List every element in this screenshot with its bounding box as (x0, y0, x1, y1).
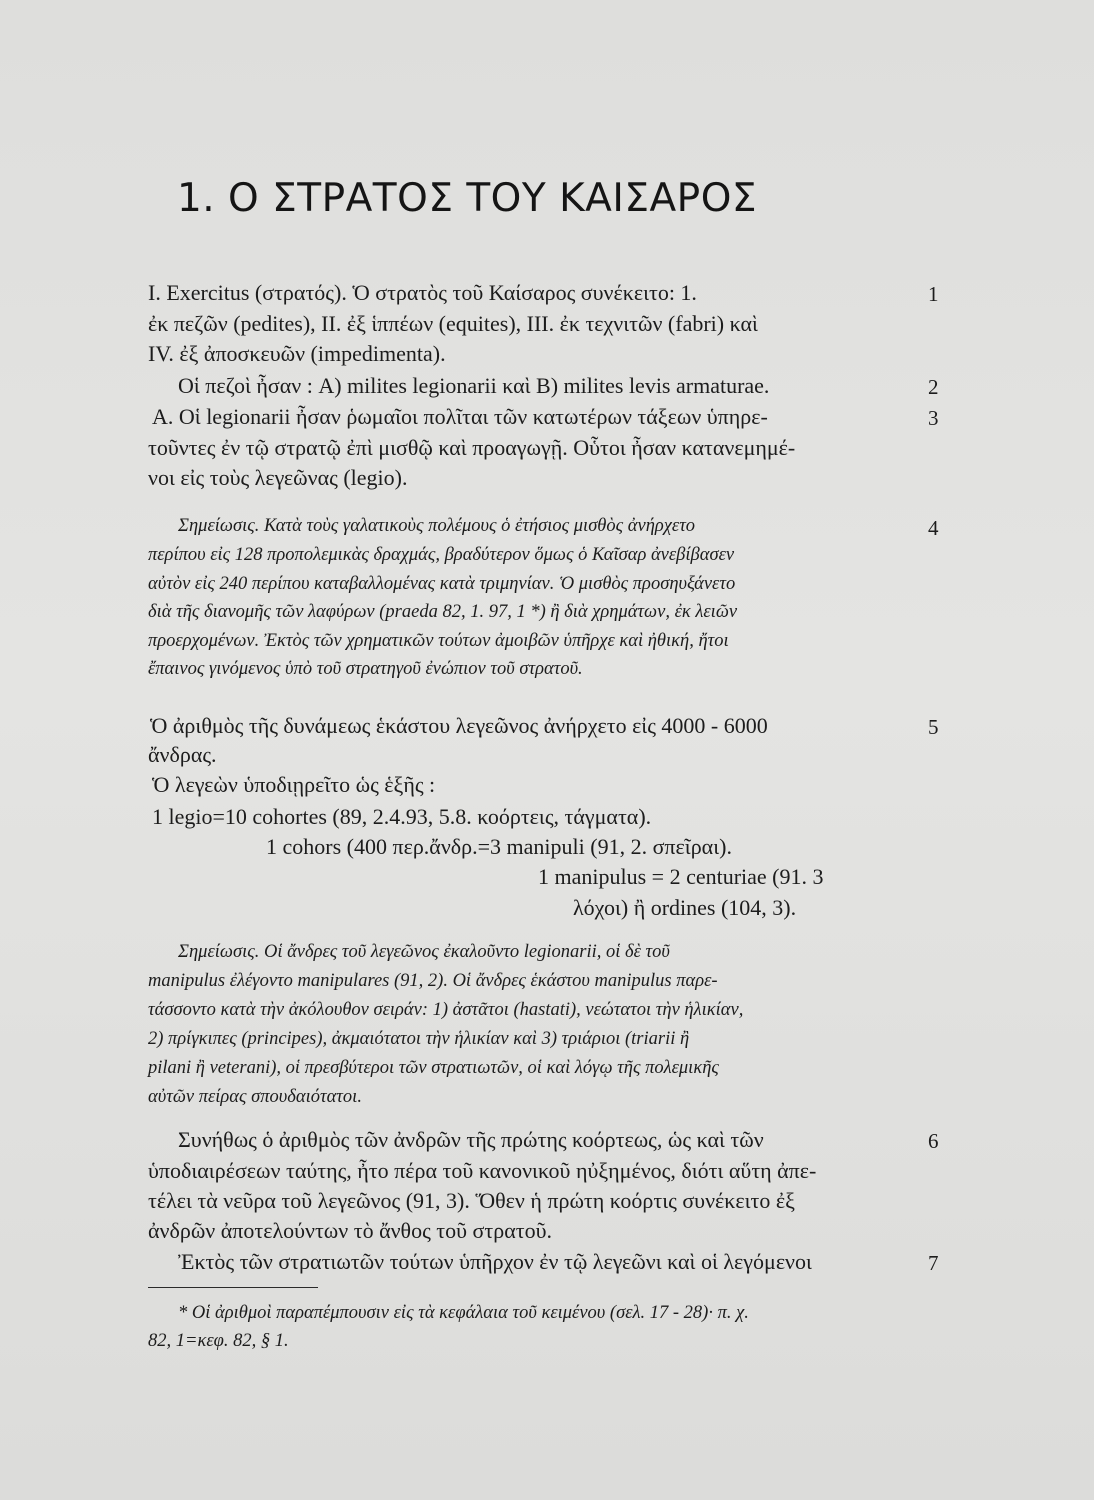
note-line: Σημείωσις. Κατὰ τοὺς γαλατικοὺς πολέμους ὁ ἐτήσιος μισθὸς ἀνήρχετο (178, 516, 696, 536)
note-line: ἔπαινος γινόμενος ὑπὸ τοῦ στρατηγοῦ ἐνώπιον τοῦ στρατοῦ. (148, 659, 583, 679)
note-line: αὐτῶν πείρας σπουδαιότατοι. (148, 1087, 362, 1107)
note-line: περίπου εἰς 128 προπολεμικὰς δραχμάς, βραδύτερον ὅμως ὁ Καῖσαρ ἀνεβίβασεν (148, 545, 735, 565)
note-line: αὐτὸν εἰς 240 περίπου καταβαλλομένας κατὰ τριμηνίαν. Ὁ μισθὸς προσηυξάνετο (148, 574, 736, 594)
margin-number: 4 (928, 516, 939, 540)
chapter-title: 1. Ο ΣΤΡΑΤΟΣ ΤΟΥ ΚΑΙΣΑΡΟΣ (176, 176, 758, 221)
margin-number: 2 (928, 375, 939, 399)
footnote-rule (148, 1287, 318, 1288)
note-line: manipulus ἐλέγοντο manipulares (91, 2). Οἱ ἄνδρες ἑκάστου manipulus παρε- (148, 971, 718, 991)
text-line: Οἱ πεζοὶ ἦσαν : A) milites legionarii καὶ B) milites levis armaturae. (178, 373, 770, 398)
text-line: Συνήθως ὁ ἀριθμὸς τῶν ἀνδρῶν τῆς πρώτης κοόρτεως, ὡς καὶ τῶν (178, 1127, 764, 1152)
text-line: IV. ἐξ ἀποσκευῶν (impedimenta). (148, 341, 446, 366)
text-line: 1 manipulus = 2 centuriae (91. 3 (538, 864, 824, 889)
margin-number: 3 (928, 406, 939, 430)
text-line: Ἐκτὸς τῶν στρατιωτῶν τούτων ὑπῆρχον ἐν τῷ λεγεῶνι καὶ οἱ λεγόμενοι (178, 1249, 812, 1274)
margin-number: 1 (928, 282, 939, 306)
text-line: A. Οἱ legionarii ἦσαν ῥωμαῖοι πολῖται τῶν κατωτέρων τάξεων ὑπηρε- (152, 404, 768, 429)
text-line: 1 legio=10 cohortes (89, 2.4.93, 5.8. κοόρτεις, τάγματα). (152, 804, 652, 829)
text-line: τέλει τὰ νεῦρα τοῦ λεγεῶνος (91, 3). Ὅθεν ἡ πρώτη κοόρτις συνέκειτο ἐξ (148, 1188, 795, 1213)
note-line: Σημείωσις. Οἱ ἄνδρες τοῦ λεγεῶνος ἐκαλοῦντο legionarii, οἱ δὲ τοῦ (178, 942, 670, 962)
note-line: διὰ τῆς διανομῆς τῶν λαφύρων (praeda 82, 1. 97, 1 *) ἢ διὰ χρημάτων, ἐκ λειῶν (148, 602, 738, 622)
text-line: ἀνδρῶν ἀποτελούντων τὸ ἄνθος τοῦ στρατοῦ. (148, 1218, 552, 1243)
text-line: I. Exercitus (στρατός). Ὁ στρατὸς τοῦ Καίσαρος συνέκειτο: 1. (148, 280, 697, 305)
margin-number: 7 (928, 1251, 939, 1275)
text-line: ὑποδιαιρέσεων ταύτης, ἦτο πέρα τοῦ κανονικοῦ ηὐξημένος, διότι αὕτη ἀπε- (148, 1158, 817, 1183)
footnote-line: * Οἱ ἀριθμοὶ παραπέμπουσιν εἰς τὰ κεφάλαια τοῦ κειμένου (σελ. 17 - 28)· π. χ. (178, 1303, 749, 1323)
text-line: λόχοι) ἢ ordines (104, 3). (573, 895, 797, 920)
text-line: τοῦντες ἐν τῷ στρατῷ ἐπὶ μισθῷ καὶ προαγωγῇ. Οὗτοι ἦσαν κατανεμημέ- (148, 435, 796, 460)
text-line: νοι εἰς τοὺς λεγεῶνας (legio). (148, 465, 408, 490)
margin-number: 5 (928, 715, 939, 739)
note-line: 2) πρίγκιπες (principes), ἀκμαιότατοι τὴν ἡλικίαν καὶ 3) τριάριοι (triarii ἢ (148, 1029, 690, 1049)
text-line: Ὁ λεγεὼν ὑποδιῃρεῖτο ὡς ἑξῆς : (152, 772, 436, 797)
note-line: προερχομένων. Ἐκτὸς τῶν χρηματικῶν τούτων ἀμοιβῶν ὑπῆρχε καὶ ἠθική, ἤτοι (148, 631, 729, 651)
text-line: 1 cohors (400 περ.ἄνδρ.=3 manipuli (91, 2. σπεῖραι). (266, 834, 732, 859)
note-line: pilani ἢ veterani), οἱ πρεσβύτεροι τῶν στρατιωτῶν, οἱ καὶ λόγῳ τῆς πολεμικῆς (148, 1058, 719, 1078)
note-line: τάσσοντο κατὰ τὴν ἀκόλουθον σειράν: 1) ἀστᾶτοι (hastati), νεώτατοι τὴν ἡλικίαν, (148, 1000, 744, 1020)
text-line: ἄνδρας. (148, 742, 217, 767)
margin-number: 6 (928, 1129, 939, 1153)
footnote-line: 82, 1=κεφ. 82, § 1. (148, 1331, 289, 1351)
text-line: Ὁ ἀριθμὸς τῆς δυνάμεως ἑκάστου λεγεῶνος ἀνήρχετο εἰς 4000 - 6000 (150, 713, 768, 738)
text-line: ἐκ πεζῶν (pedites), II. ἐξ ἱππέων (equites), III. ἐκ τεχνιτῶν (fabri) καὶ (148, 311, 758, 336)
